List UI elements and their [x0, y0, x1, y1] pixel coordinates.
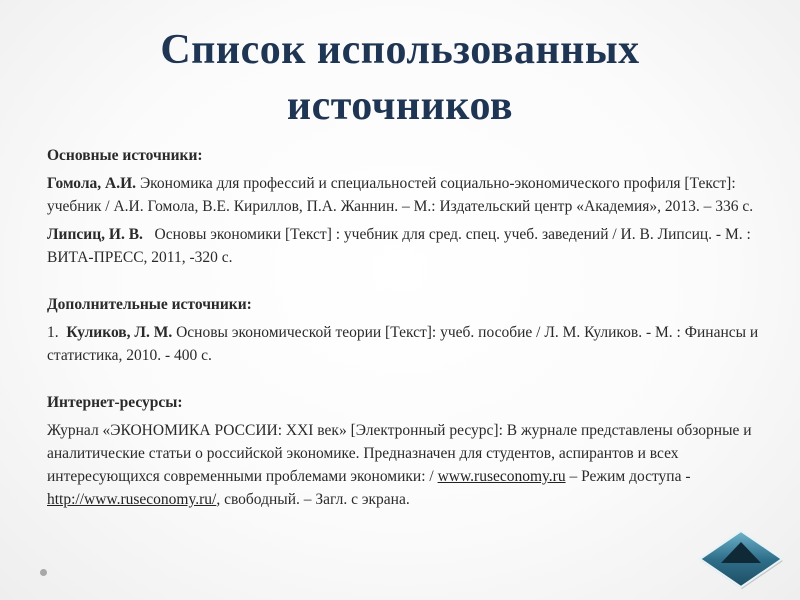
title-line-1: Список использованных: [160, 27, 640, 73]
bullet-dot: [40, 569, 47, 576]
main-source-1-text: Экономика для профессий и специальностей социально-экономического профиля [Текст]: учебник / А.И. Гомола, В.Е. Кириллов, П.А. Жаннин. – М.: Издательский центр «Академия», 2013. – 336 с.: [47, 175, 754, 215]
slide-title: [60, 22, 740, 134]
main-source-1: [47, 172, 767, 218]
internet-source-text-before: Журнал «ЭКОНОМИКА РОССИИ: XXI век» [Электронный ресурс]: В журнале представлены обзорные и аналитические статьи о российской экономике. Предназначен для студентов, аспирантов и всех интересующихся современными проблемами экономики: /: [47, 422, 752, 485]
additional-source-1-text: Основы экономической теории [Текст]: учеб. пособие / Л. М. Куликов. - М. : Финансы и статистика, 2010. - 400 с.: [47, 324, 759, 364]
internet-source-text-after: , свободный. – Загл. с экрана.: [216, 491, 410, 508]
internet-source-text-middle: – Режим доступа -: [565, 468, 691, 485]
main-source-1-author: Гомола, А.И.: [47, 175, 137, 192]
additional-source-1: [47, 321, 767, 367]
internet-source-1: [47, 419, 767, 511]
additional-source-1-author: Куликов, Л. М.: [66, 324, 173, 341]
main-sources-heading: Основные источники:: [47, 147, 203, 164]
additional-source-1-number: 1.: [47, 324, 67, 341]
ruseconomy-url-link[interactable]: http://www.ruseconomy.ru/: [47, 491, 217, 508]
title-line-2: источников: [286, 83, 514, 129]
additional-sources-heading: Дополнительные источники:: [47, 296, 252, 313]
main-source-2: [47, 223, 767, 269]
chevron-up-icon: [697, 528, 785, 590]
main-source-2-author: Липсиц, И. В.: [47, 226, 143, 243]
sources-list: [47, 144, 767, 511]
ruseconomy-link[interactable]: www.ruseconomy.ru: [437, 468, 566, 485]
nav-up-button[interactable]: [697, 528, 785, 590]
main-source-2-text: Основы экономики [Текст] : учебник для сред. спец. учеб. заведений / И. В. Липсиц. - М. : ВИТА-ПРЕСС, 2011, -320 с.: [47, 226, 755, 266]
internet-sources-heading: Интернет-ресурсы:: [47, 394, 183, 411]
